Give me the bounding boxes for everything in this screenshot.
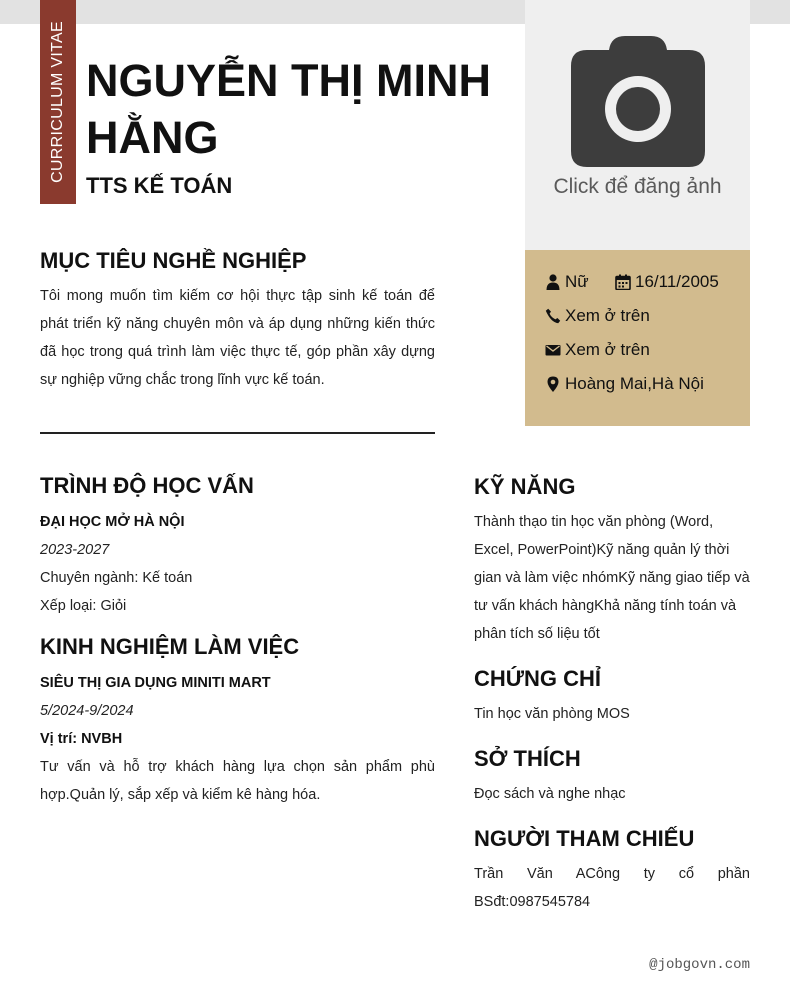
job-title: TTS KẾ TOÁN (86, 173, 233, 198)
contact-panel (525, 250, 750, 426)
birthdate-row (615, 272, 719, 292)
objective-title: MỤC TIÊU NGHỀ NGHIỆP (40, 248, 307, 273)
photo-upload-area[interactable] (525, 0, 750, 250)
experience-period: 5/2024-9/2024 (40, 703, 134, 719)
location-pin-icon (545, 376, 561, 392)
address-row (545, 374, 704, 394)
experience-position: Vị trí: NVBH (40, 731, 123, 747)
birthdate-value: 16/11/2005 (635, 272, 719, 291)
hobbies-title: SỞ THÍCH (474, 746, 581, 771)
gender-row (545, 272, 589, 292)
references-title: NGƯỜI THAM CHIẾU (474, 826, 695, 851)
education-rank: Xếp loại: Giỏi (40, 598, 127, 614)
cv-side-tab-label: CURRICULUM VITAE (49, 21, 66, 183)
candidate-name: NGUYỄN THỊ MINH HẰNG (86, 55, 491, 163)
education-period: 2023-2027 (40, 542, 110, 558)
experience-company: SIÊU THỊ GIA DỤNG MINITI MART (40, 675, 271, 691)
skills-text: Thành thạo tin học văn phòng (Word, Excel, PowerPoint)Kỹ năng quản lý thời gian và làm việc nhómKỹ năng giao tiếp và tư vấn khách hàngKhả năng tính toán và phân tích số liệu tốt (474, 514, 750, 642)
person-icon (545, 274, 561, 290)
camera-icon (571, 36, 705, 167)
photo-upload-label[interactable]: Click để đăng ảnh (553, 175, 722, 198)
education-major: Chuyên ngành: Kế toán (40, 570, 193, 586)
phone-row (545, 306, 650, 326)
phone-icon (545, 308, 561, 324)
gender-value: Nữ (565, 272, 589, 291)
certificates-text: Tin học văn phòng MOS (474, 706, 630, 722)
email-row (545, 340, 650, 360)
objective-text: Tôi mong muốn tìm kiếm cơ hội thực tập sinh kế toán để phát triển kỹ năng chuyên môn và áp dụng những kiến thức đã học trong quá trình làm việc thực tế, góp phần xây dựng sự nghiệp vững chắc trong lĩnh vực kế toán. (40, 288, 435, 388)
certificates-title: CHỨNG CHỈ (474, 666, 602, 691)
mail-icon (545, 342, 561, 358)
hobbies-text: Đọc sách và nghe nhạc (474, 786, 626, 802)
skills-title: KỸ NĂNG (474, 474, 576, 499)
phone-value: Xem ở trên (565, 306, 650, 325)
education-school: ĐẠI HỌC MỞ HÀ NỘI (40, 514, 185, 530)
section-divider (40, 432, 435, 434)
experience-title: KINH NGHIỆM LÀM VIỆC (40, 634, 300, 659)
education-title: TRÌNH ĐỘ HỌC VẤN (40, 473, 254, 498)
footer-watermark: @jobgovn.com (649, 957, 750, 973)
references-text: Trần Văn ACông ty cổ phần BSđt:0987545784 (474, 866, 750, 910)
cv-side-tab (40, 0, 76, 204)
address-value: Hoàng Mai,Hà Nội (565, 374, 704, 393)
experience-description: Tư vấn và hỗ trợ khách hàng lựa chọn sản phẩm phù hợp.Quản lý, sắp xếp và kiểm kê hàng hóa. (40, 759, 435, 803)
calendar-icon (615, 274, 631, 290)
email-value: Xem ở trên (565, 340, 650, 359)
